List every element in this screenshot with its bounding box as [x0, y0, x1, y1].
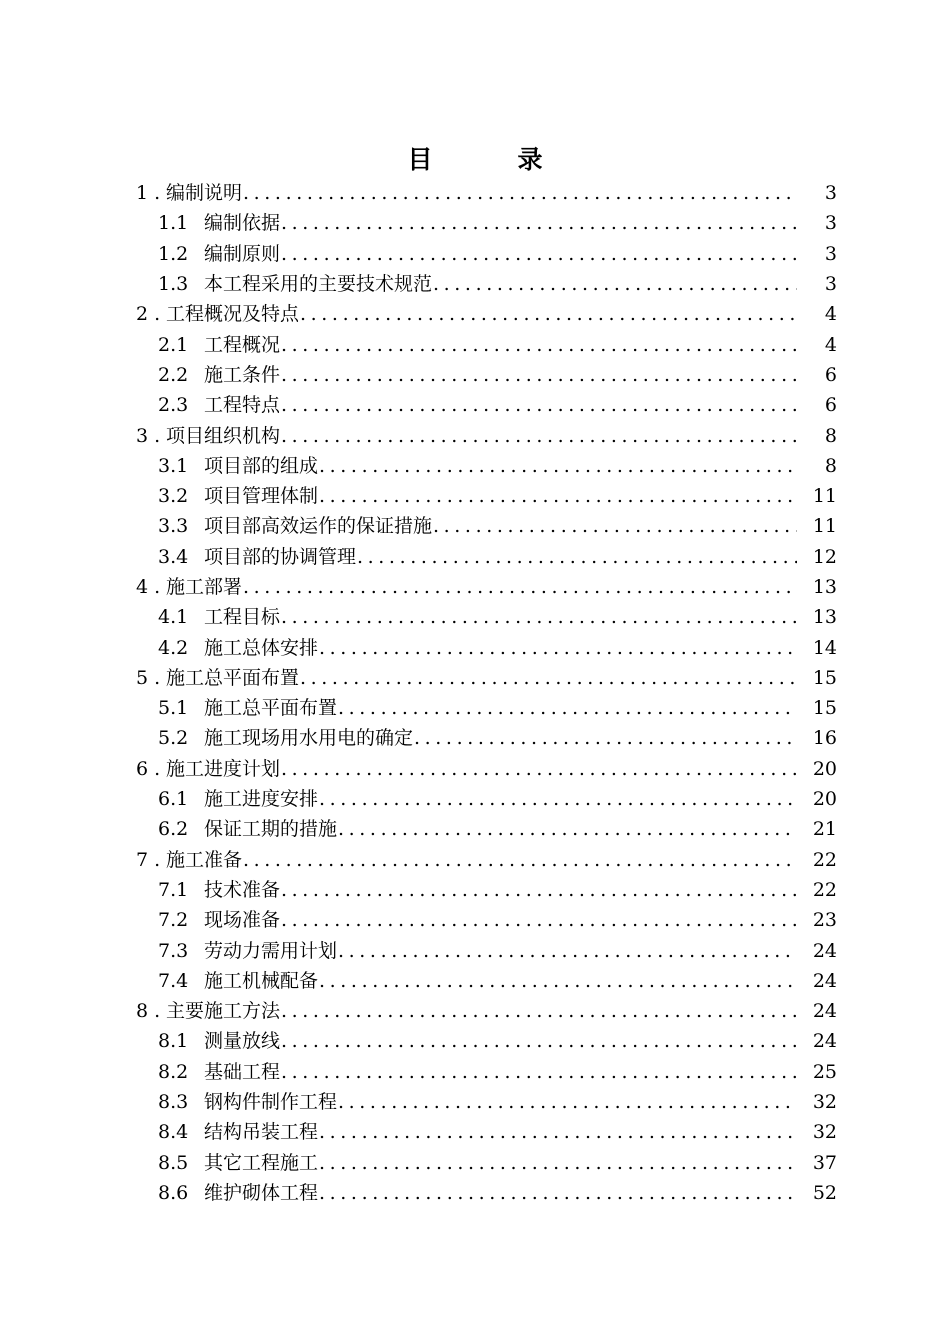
toc-entry-label: 项目部的组成	[204, 454, 319, 477]
toc-entry-8-2[interactable]	[0, 1057, 950, 1087]
toc-entry-page-number: 11	[812, 515, 837, 538]
toc-dot-leader	[243, 572, 797, 602]
toc-entry-number: 8 .	[136, 1000, 161, 1023]
toc-dot-leader	[433, 511, 797, 541]
toc-entry-page-number: 20	[812, 788, 837, 811]
toc-entry-label: 现场准备	[204, 909, 281, 932]
toc-entry-3-2[interactable]	[0, 481, 950, 511]
toc-entry-page-number: 25	[812, 1060, 837, 1083]
toc-dot-leader	[338, 814, 797, 844]
toc-dot-leader	[243, 845, 797, 875]
toc-entry-7-3[interactable]	[0, 935, 950, 965]
toc-entry-2-3[interactable]	[0, 390, 950, 420]
toc-entry-label: 施工准备	[166, 848, 243, 871]
toc-entry-7[interactable]	[0, 845, 950, 875]
toc-entry-7-1[interactable]	[0, 875, 950, 905]
toc-entry-page-number: 11	[812, 485, 837, 508]
toc-entry-page-number: 21	[812, 818, 837, 841]
toc-entry-number: 1.2	[158, 242, 189, 265]
toc-entry-number: 3 .	[136, 424, 161, 447]
toc-entry-label: 工程特点	[204, 394, 281, 417]
toc-entry-number: 7 .	[136, 848, 161, 871]
toc-entry-3-4[interactable]	[0, 542, 950, 572]
toc-entry-1-1[interactable]	[0, 208, 950, 238]
toc-entry-3[interactable]	[0, 420, 950, 450]
toc-entry-page-number: 24	[812, 939, 837, 962]
toc-dot-leader	[433, 269, 797, 299]
toc-entry-page-number: 12	[812, 545, 837, 568]
toc-entry-number: 2.1	[158, 333, 189, 356]
toc-entry-number: 5 .	[136, 666, 161, 689]
toc-entry-1-3[interactable]	[0, 269, 950, 299]
toc-entry-label: 施工总平面布置	[204, 697, 338, 720]
toc-dot-leader	[281, 1026, 797, 1056]
toc-entry-label: 项目部高效运作的保证措施	[204, 515, 433, 538]
toc-entry-label: 技术准备	[204, 878, 281, 901]
toc-entry-page-number: 6	[824, 363, 837, 386]
toc-entry-number: 8.6	[158, 1181, 189, 1204]
toc-entry-label: 编制说明	[166, 182, 243, 205]
toc-entry-label: 项目管理体制	[204, 485, 319, 508]
toc-entry-8-5[interactable]	[0, 1148, 950, 1178]
toc-entry-number: 8.3	[158, 1091, 189, 1114]
toc-entry-8-6[interactable]	[0, 1178, 950, 1208]
toc-entry-6[interactable]	[0, 754, 950, 784]
toc-entry-2-1[interactable]	[0, 329, 950, 359]
toc-entry-page-number: 37	[812, 1151, 837, 1174]
toc-entry-label: 保证工期的措施	[204, 818, 338, 841]
toc-entry-8-1[interactable]	[0, 1026, 950, 1056]
toc-entry-page-number: 3	[824, 242, 837, 265]
toc-entry-label: 施工进度计划	[166, 757, 281, 780]
toc-entry-number: 2 .	[136, 303, 161, 326]
toc-entry-page-number: 8	[824, 454, 837, 477]
toc-entry-label: 工程概况	[204, 333, 281, 356]
toc-dot-leader	[281, 875, 797, 905]
toc-entry-page-number: 15	[812, 697, 837, 720]
toc-entry-6-1[interactable]	[0, 784, 950, 814]
toc-entry-label: 施工现场用水用电的确定	[204, 727, 414, 750]
toc-entry-number: 4 .	[136, 576, 161, 598]
toc-entry-label: 维护砌体工程	[204, 1181, 319, 1204]
toc-entry-label: 本工程采用的主要技术规范	[204, 273, 433, 296]
toc-dot-leader	[319, 1148, 797, 1178]
toc-entry-label: 施工机械配备	[204, 969, 319, 992]
toc-entry-page-number: 13	[812, 576, 837, 598]
toc-entry-label: 主要施工方法	[166, 1000, 281, 1023]
toc-entry-number: 7.2	[158, 909, 189, 932]
toc-entry-page-number: 22	[812, 878, 837, 901]
toc-entry-label: 项目部的协调管理	[204, 545, 357, 568]
toc-entry-page-number: 32	[812, 1121, 837, 1144]
toc-dot-leader	[319, 481, 797, 511]
toc-entry-number: 5.2	[158, 727, 189, 750]
toc-entry-number: 6.2	[158, 818, 189, 841]
toc-entry-number: 4.1	[158, 606, 189, 629]
toc-entry-page-number: 3	[824, 212, 837, 235]
toc-entry-1[interactable]	[0, 178, 950, 208]
toc-entry-page-number: 22	[812, 848, 837, 871]
toc-entry-page-number: 14	[812, 636, 837, 659]
toc-entry-5-2[interactable]	[0, 723, 950, 753]
toc-entry-label: 基础工程	[204, 1060, 281, 1083]
toc-dot-leader	[319, 966, 797, 996]
toc-dot-leader	[281, 421, 797, 451]
toc-entry-number: 8.5	[158, 1151, 189, 1174]
toc-entry-number: 8.4	[158, 1121, 189, 1144]
toc-dot-leader	[357, 542, 797, 572]
toc-dot-leader	[300, 663, 797, 693]
toc-entry-page-number: 4	[824, 303, 837, 326]
toc-entry-page-number: 8	[824, 424, 837, 447]
toc-entry-6-2[interactable]	[0, 814, 950, 844]
toc-entry-number: 3.2	[158, 485, 189, 508]
toc-entry-label: 施工总平面布置	[166, 666, 300, 689]
toc-entry-number: 3.4	[158, 545, 189, 568]
toc-entry-3-1[interactable]	[0, 451, 950, 481]
toc-entry-label: 钢构件制作工程	[204, 1091, 338, 1114]
toc-dot-leader	[319, 1117, 797, 1147]
toc-entry-5-1[interactable]	[0, 693, 950, 723]
toc-entry-label: 工程目标	[204, 606, 281, 629]
toc-entry-number: 7.4	[158, 969, 189, 992]
toc-entry-number: 6 .	[136, 757, 161, 780]
toc-entry-label: 工程概况及特点	[166, 303, 300, 326]
toc-dot-leader	[319, 1178, 797, 1208]
toc-entry-page-number: 32	[812, 1091, 837, 1114]
toc-entry-4[interactable]	[0, 572, 950, 602]
toc-entry-number: 1.3	[158, 273, 189, 296]
toc-entry-8[interactable]	[0, 996, 950, 1026]
toc-entry-label: 编制原则	[204, 242, 281, 265]
toc-entry-label: 劳动力需用计划	[204, 939, 338, 962]
toc-entry-page-number: 20	[812, 757, 837, 780]
toc-entry-page-number: 24	[812, 1000, 837, 1023]
toc-dot-leader	[414, 723, 797, 753]
toc-dot-leader	[281, 602, 797, 632]
toc-entry-3-3[interactable]	[0, 511, 950, 541]
toc-entry-page-number: 23	[812, 909, 837, 932]
toc-entry-page-number: 16	[812, 727, 837, 750]
toc-entry-label: 施工条件	[204, 363, 281, 386]
toc-entry-label: 其它工程施工	[204, 1151, 319, 1174]
toc-entry-number: 7.3	[158, 939, 189, 962]
toc-dot-leader	[281, 905, 797, 935]
toc-entry-number: 2.3	[158, 394, 189, 417]
toc-dot-leader	[281, 754, 797, 784]
toc-entry-label: 测量放线	[204, 1030, 281, 1053]
toc-entry-page-number: 3	[824, 182, 837, 205]
toc-entry-number: 8.2	[158, 1060, 189, 1083]
toc-dot-leader	[281, 1057, 797, 1087]
toc-entry-label: 项目组织机构	[166, 424, 281, 447]
toc-dot-leader	[338, 693, 797, 723]
toc-entry-label: 施工进度安排	[204, 788, 319, 811]
toc-dot-leader	[281, 360, 797, 390]
toc-dot-leader	[281, 330, 797, 360]
toc-dot-leader	[300, 299, 797, 329]
toc-dot-leader	[319, 633, 797, 663]
toc-entry-8-3[interactable]	[0, 1087, 950, 1117]
toc-dot-leader	[281, 390, 797, 420]
toc-dot-leader	[319, 451, 797, 481]
toc-entry-page-number: 24	[812, 969, 837, 992]
toc-entry-page-number: 15	[812, 666, 837, 689]
toc-dot-leader	[281, 996, 797, 1026]
toc-entry-number: 5.1	[158, 697, 189, 720]
toc-dot-leader	[243, 178, 797, 208]
toc-entry-page-number: 24	[812, 1030, 837, 1053]
toc-entry-8-4[interactable]	[0, 1117, 950, 1147]
table-of-contents	[0, 178, 950, 1208]
toc-entry-page-number: 6	[824, 394, 837, 417]
toc-dot-leader	[319, 784, 797, 814]
toc-dot-leader	[281, 208, 797, 238]
toc-entry-7-4[interactable]	[0, 966, 950, 996]
toc-entry-page-number: 13	[812, 606, 837, 629]
toc-entry-2-2[interactable]	[0, 360, 950, 390]
toc-entry-label: 施工总体安排	[204, 636, 319, 659]
toc-dot-leader	[338, 936, 797, 966]
toc-entry-label: 结构吊装工程	[204, 1121, 319, 1144]
toc-entry-page-number: 52	[812, 1181, 837, 1204]
toc-entry-7-2[interactable]	[0, 905, 950, 935]
toc-entry-page-number: 3	[824, 273, 837, 296]
toc-entry-number: 6.1	[158, 788, 189, 811]
toc-entry-number: 3.3	[158, 515, 189, 538]
toc-entry-number: 8.1	[158, 1030, 189, 1053]
toc-entry-number: 2.2	[158, 363, 189, 386]
toc-entry-number: 1 .	[136, 182, 161, 205]
toc-entry-number: 4.2	[158, 636, 189, 659]
toc-entry-number: 7.1	[158, 878, 189, 901]
toc-entry-5[interactable]	[0, 663, 950, 693]
toc-entry-number: 1.1	[158, 212, 189, 235]
toc-entry-2[interactable]	[0, 299, 950, 329]
toc-entry-4-2[interactable]	[0, 632, 950, 662]
toc-dot-leader	[338, 1087, 797, 1117]
toc-entry-label: 施工部署	[166, 576, 243, 598]
toc-entry-1-2[interactable]	[0, 239, 950, 269]
page-title: 目 录	[407, 144, 573, 174]
toc-entry-label: 编制依据	[204, 212, 281, 235]
toc-entry-page-number: 4	[824, 333, 837, 356]
toc-dot-leader	[281, 239, 797, 269]
toc-entry-4-1[interactable]	[0, 602, 950, 632]
toc-entry-number: 3.1	[158, 454, 189, 477]
